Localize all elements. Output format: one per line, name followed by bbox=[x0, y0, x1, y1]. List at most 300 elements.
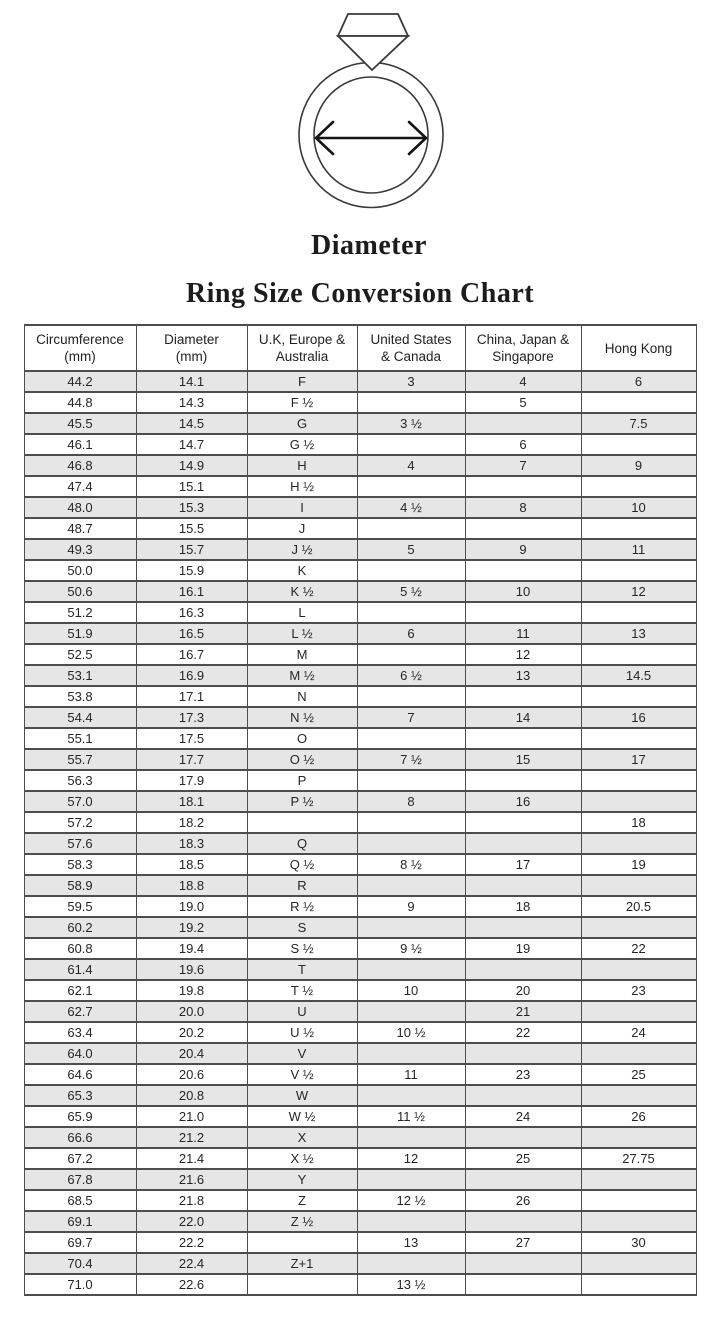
table-cell: Y bbox=[247, 1169, 357, 1190]
table-cell bbox=[581, 602, 696, 623]
table-cell bbox=[465, 413, 581, 434]
col-header-hong-kong bbox=[581, 325, 696, 371]
table-cell: 64.6 bbox=[24, 1064, 136, 1085]
table-cell bbox=[581, 770, 696, 791]
table-row bbox=[24, 770, 696, 791]
table-cell: 65.3 bbox=[24, 1085, 136, 1106]
table-row bbox=[24, 854, 696, 875]
table-row bbox=[24, 980, 696, 1001]
table-cell: 14.1 bbox=[136, 371, 247, 392]
table-cell: 19 bbox=[465, 938, 581, 959]
table-cell: 15.7 bbox=[136, 539, 247, 560]
col-header-china-japan-singapore bbox=[465, 325, 581, 371]
table-cell: 14.5 bbox=[136, 413, 247, 434]
table-cell bbox=[581, 392, 696, 413]
table-cell: 14 bbox=[465, 707, 581, 728]
table-row bbox=[24, 1148, 696, 1169]
table-cell: 14.7 bbox=[136, 434, 247, 455]
table-cell: 17.7 bbox=[136, 749, 247, 770]
table-row bbox=[24, 728, 696, 749]
table-cell bbox=[581, 476, 696, 497]
table-row bbox=[24, 1085, 696, 1106]
table-cell: 4 bbox=[465, 371, 581, 392]
table-cell: R ½ bbox=[247, 896, 357, 917]
table-cell: 16.9 bbox=[136, 665, 247, 686]
table-cell: W bbox=[247, 1085, 357, 1106]
table-cell: 16.7 bbox=[136, 644, 247, 665]
table-cell: 8 bbox=[465, 497, 581, 518]
table-cell: 20 bbox=[465, 980, 581, 1001]
table-cell bbox=[581, 434, 696, 455]
table-cell bbox=[581, 1169, 696, 1190]
table-row bbox=[24, 497, 696, 518]
table-cell bbox=[465, 1211, 581, 1232]
table-cell bbox=[465, 1274, 581, 1295]
table-cell bbox=[581, 728, 696, 749]
table-row bbox=[24, 623, 696, 644]
table-row bbox=[24, 959, 696, 980]
col-header-uk-europe-australia bbox=[247, 325, 357, 371]
table-cell: 27 bbox=[465, 1232, 581, 1253]
table-cell bbox=[465, 1169, 581, 1190]
table-row bbox=[24, 644, 696, 665]
table-cell: 63.4 bbox=[24, 1022, 136, 1043]
table-row bbox=[24, 1022, 696, 1043]
table-cell: 15 bbox=[465, 749, 581, 770]
table-cell: 12 ½ bbox=[357, 1190, 465, 1211]
table-cell: F ½ bbox=[247, 392, 357, 413]
table-cell: 23 bbox=[465, 1064, 581, 1085]
table-cell: 16.5 bbox=[136, 623, 247, 644]
table-cell: 9 ½ bbox=[357, 938, 465, 959]
ring-size-chart-page bbox=[0, 8, 720, 1337]
table-cell bbox=[581, 1085, 696, 1106]
diamond-icon bbox=[338, 14, 408, 70]
table-cell: T bbox=[247, 959, 357, 980]
table-cell: 25 bbox=[581, 1064, 696, 1085]
table-cell bbox=[465, 959, 581, 980]
table-cell: 22 bbox=[465, 1022, 581, 1043]
table-row bbox=[24, 1127, 696, 1148]
table-cell bbox=[357, 560, 465, 581]
table-cell: 67.8 bbox=[24, 1169, 136, 1190]
table-cell bbox=[357, 644, 465, 665]
header-line: United States bbox=[370, 332, 452, 347]
table-row bbox=[24, 1211, 696, 1232]
table-cell: 58.9 bbox=[24, 875, 136, 896]
table-cell bbox=[581, 686, 696, 707]
table-cell bbox=[247, 1232, 357, 1253]
table-cell: V ½ bbox=[247, 1064, 357, 1085]
table-cell: Z bbox=[247, 1190, 357, 1211]
diameter-label: Diameter bbox=[311, 230, 427, 261]
table-cell: 17 bbox=[581, 749, 696, 770]
table-cell: 17.3 bbox=[136, 707, 247, 728]
table-cell: 57.0 bbox=[24, 791, 136, 812]
table-cell bbox=[465, 686, 581, 707]
table-cell: 22.2 bbox=[136, 1232, 247, 1253]
table-row bbox=[24, 665, 696, 686]
table-cell: 60.2 bbox=[24, 917, 136, 938]
ring-with-diamond-icon bbox=[291, 8, 451, 210]
table-cell: 21.2 bbox=[136, 1127, 247, 1148]
table-cell: 18.1 bbox=[136, 791, 247, 812]
table-cell: 14.9 bbox=[136, 455, 247, 476]
table-cell: 18 bbox=[465, 896, 581, 917]
table-cell: I bbox=[247, 497, 357, 518]
table-cell bbox=[581, 1190, 696, 1211]
table-cell: 5 ½ bbox=[357, 581, 465, 602]
table-cell: 24 bbox=[465, 1106, 581, 1127]
table-cell: Z ½ bbox=[247, 1211, 357, 1232]
table-row bbox=[24, 392, 696, 413]
table-cell: 44.8 bbox=[24, 392, 136, 413]
table-cell: K bbox=[247, 560, 357, 581]
table-cell bbox=[581, 1127, 696, 1148]
table-cell: 20.2 bbox=[136, 1022, 247, 1043]
table-cell bbox=[465, 875, 581, 896]
table-cell bbox=[357, 1169, 465, 1190]
header-line: & Canada bbox=[380, 349, 442, 364]
table-cell: J bbox=[247, 518, 357, 539]
table-cell: O bbox=[247, 728, 357, 749]
table-body bbox=[24, 371, 696, 1295]
table-row bbox=[24, 896, 696, 917]
page-title: Ring Size Conversion Chart bbox=[185, 278, 535, 309]
table-cell: 20.5 bbox=[581, 896, 696, 917]
table-cell bbox=[357, 392, 465, 413]
table-cell: 55.1 bbox=[24, 728, 136, 749]
table-cell bbox=[357, 1253, 465, 1274]
col-header-circumference bbox=[24, 325, 136, 371]
table-cell: 46.1 bbox=[24, 434, 136, 455]
table-cell: 26 bbox=[581, 1106, 696, 1127]
table-row bbox=[24, 581, 696, 602]
table-cell: 24 bbox=[581, 1022, 696, 1043]
table-cell: 48.7 bbox=[24, 518, 136, 539]
table-cell: 56.3 bbox=[24, 770, 136, 791]
table-cell: 15.3 bbox=[136, 497, 247, 518]
table-cell: 13 bbox=[357, 1232, 465, 1253]
table-cell: 11 ½ bbox=[357, 1106, 465, 1127]
table-cell bbox=[357, 959, 465, 980]
table-row bbox=[24, 812, 696, 833]
table-cell: W ½ bbox=[247, 1106, 357, 1127]
table-cell: 14.5 bbox=[581, 665, 696, 686]
table-cell bbox=[581, 1274, 696, 1295]
table-cell: 17.5 bbox=[136, 728, 247, 749]
table-cell: N bbox=[247, 686, 357, 707]
table-cell: 19.4 bbox=[136, 938, 247, 959]
table-row bbox=[24, 1190, 696, 1211]
table-cell: 20.0 bbox=[136, 1001, 247, 1022]
table-cell: 21.8 bbox=[136, 1190, 247, 1211]
table-cell: 69.1 bbox=[24, 1211, 136, 1232]
table-cell: 6 ½ bbox=[357, 665, 465, 686]
table-cell: R bbox=[247, 875, 357, 896]
table-cell: 3 ½ bbox=[357, 413, 465, 434]
table-cell: 13 ½ bbox=[357, 1274, 465, 1295]
table-cell bbox=[581, 644, 696, 665]
col-header-diameter bbox=[136, 325, 247, 371]
header-line: Diameter bbox=[164, 332, 219, 347]
table-cell: X ½ bbox=[247, 1148, 357, 1169]
table-row bbox=[24, 1043, 696, 1064]
table-cell: 13 bbox=[581, 623, 696, 644]
table-cell bbox=[465, 770, 581, 791]
table-cell: 71.0 bbox=[24, 1274, 136, 1295]
header-line: U.K, Europe & bbox=[258, 332, 346, 347]
table-cell: 5 bbox=[357, 539, 465, 560]
table-cell bbox=[581, 791, 696, 812]
table-row bbox=[24, 707, 696, 728]
table-cell: 18.8 bbox=[136, 875, 247, 896]
table-cell: P bbox=[247, 770, 357, 791]
table-cell: 21.6 bbox=[136, 1169, 247, 1190]
table-cell: 21.0 bbox=[136, 1106, 247, 1127]
table-cell bbox=[357, 1001, 465, 1022]
table-cell: H bbox=[247, 455, 357, 476]
table-cell: 66.6 bbox=[24, 1127, 136, 1148]
header-line: (mm) bbox=[64, 349, 96, 364]
table-cell: 9 bbox=[357, 896, 465, 917]
table-cell: 18.5 bbox=[136, 854, 247, 875]
table-header bbox=[24, 325, 696, 371]
table-cell bbox=[247, 1274, 357, 1295]
table-cell bbox=[465, 728, 581, 749]
table-cell: 3 bbox=[357, 371, 465, 392]
table-cell bbox=[357, 875, 465, 896]
table-cell: 20.8 bbox=[136, 1085, 247, 1106]
table-cell: M bbox=[247, 644, 357, 665]
table-cell: 16 bbox=[465, 791, 581, 812]
table-cell: Z+1 bbox=[247, 1253, 357, 1274]
table-row bbox=[24, 371, 696, 392]
table-cell: 8 ½ bbox=[357, 854, 465, 875]
table-cell bbox=[357, 1211, 465, 1232]
table-cell: L bbox=[247, 602, 357, 623]
table-cell: 9 bbox=[465, 539, 581, 560]
table-row bbox=[24, 1169, 696, 1190]
table-cell: 46.8 bbox=[24, 455, 136, 476]
table-cell: 12 bbox=[465, 644, 581, 665]
table-row bbox=[24, 833, 696, 854]
table-cell: 5 bbox=[465, 392, 581, 413]
table-cell bbox=[357, 833, 465, 854]
table-cell: 10 bbox=[357, 980, 465, 1001]
table-cell: 16.1 bbox=[136, 581, 247, 602]
table-cell: 19.0 bbox=[136, 896, 247, 917]
table-row bbox=[24, 539, 696, 560]
table-cell bbox=[581, 1211, 696, 1232]
table-cell: 22.0 bbox=[136, 1211, 247, 1232]
table-cell: 25 bbox=[465, 1148, 581, 1169]
table-row bbox=[24, 455, 696, 476]
table-cell: 50.0 bbox=[24, 560, 136, 581]
header-line: Australia bbox=[275, 349, 329, 364]
table-cell: 20.4 bbox=[136, 1043, 247, 1064]
table-cell bbox=[581, 1043, 696, 1064]
table-cell bbox=[581, 518, 696, 539]
table-cell bbox=[581, 560, 696, 581]
table-cell: 22.6 bbox=[136, 1274, 247, 1295]
table-cell: U ½ bbox=[247, 1022, 357, 1043]
table-cell: 44.2 bbox=[24, 371, 136, 392]
table-cell: 48.0 bbox=[24, 497, 136, 518]
table-cell: 65.9 bbox=[24, 1106, 136, 1127]
table-cell: S bbox=[247, 917, 357, 938]
table-cell: 26 bbox=[465, 1190, 581, 1211]
table-cell bbox=[357, 728, 465, 749]
table-cell: 6 bbox=[465, 434, 581, 455]
table-cell: Q ½ bbox=[247, 854, 357, 875]
table-cell: S ½ bbox=[247, 938, 357, 959]
table-cell bbox=[357, 812, 465, 833]
table-cell: K ½ bbox=[247, 581, 357, 602]
table-cell: 10 bbox=[581, 497, 696, 518]
table-cell bbox=[357, 1127, 465, 1148]
table-cell: 4 ½ bbox=[357, 497, 465, 518]
table-cell: 21 bbox=[465, 1001, 581, 1022]
table-cell bbox=[581, 917, 696, 938]
table-cell bbox=[465, 1127, 581, 1148]
table-row bbox=[24, 1106, 696, 1127]
table-cell: 6 bbox=[357, 623, 465, 644]
table-cell: 17.1 bbox=[136, 686, 247, 707]
table-cell: U bbox=[247, 1001, 357, 1022]
table-cell bbox=[357, 602, 465, 623]
table-cell: 27.75 bbox=[581, 1148, 696, 1169]
header-row bbox=[24, 325, 696, 371]
table-cell: 20.6 bbox=[136, 1064, 247, 1085]
table-row bbox=[24, 686, 696, 707]
table-cell bbox=[465, 476, 581, 497]
table-cell bbox=[581, 959, 696, 980]
table-cell: J ½ bbox=[247, 539, 357, 560]
table-row bbox=[24, 1064, 696, 1085]
table-cell: 19.8 bbox=[136, 980, 247, 1001]
table-row bbox=[24, 1253, 696, 1274]
table-row bbox=[24, 1001, 696, 1022]
table-cell: 50.6 bbox=[24, 581, 136, 602]
table-cell: 64.0 bbox=[24, 1043, 136, 1064]
table-cell: 7.5 bbox=[581, 413, 696, 434]
table-cell: X bbox=[247, 1127, 357, 1148]
table-cell: 19.6 bbox=[136, 959, 247, 980]
table-cell: 7 bbox=[465, 455, 581, 476]
table-row bbox=[24, 1274, 696, 1295]
table-cell: 11 bbox=[465, 623, 581, 644]
table-cell bbox=[465, 518, 581, 539]
table-cell bbox=[357, 770, 465, 791]
table-cell: 58.3 bbox=[24, 854, 136, 875]
table-cell: 49.3 bbox=[24, 539, 136, 560]
table-cell: 47.4 bbox=[24, 476, 136, 497]
table-row bbox=[24, 938, 696, 959]
header-line: (mm) bbox=[175, 349, 208, 364]
table-cell: 10 bbox=[465, 581, 581, 602]
table-row bbox=[24, 413, 696, 434]
diameter-arrow-icon bbox=[316, 122, 426, 154]
table-cell: O ½ bbox=[247, 749, 357, 770]
table-cell: 53.8 bbox=[24, 686, 136, 707]
table-row bbox=[24, 791, 696, 812]
table-cell: 10 ½ bbox=[357, 1022, 465, 1043]
table-cell bbox=[581, 875, 696, 896]
table-cell bbox=[357, 917, 465, 938]
table-cell: 14.3 bbox=[136, 392, 247, 413]
table-cell bbox=[357, 434, 465, 455]
table-cell: 19.2 bbox=[136, 917, 247, 938]
table-cell bbox=[465, 1253, 581, 1274]
table-cell: 11 bbox=[357, 1064, 465, 1085]
table-cell bbox=[357, 476, 465, 497]
ring-size-conversion-table bbox=[24, 324, 697, 1296]
table-cell: 51.2 bbox=[24, 602, 136, 623]
table-cell: 11 bbox=[581, 539, 696, 560]
table-row bbox=[24, 917, 696, 938]
table-cell: G bbox=[247, 413, 357, 434]
header-line: Hong Kong bbox=[604, 340, 673, 356]
table-cell bbox=[465, 833, 581, 854]
table-cell: 9 bbox=[581, 455, 696, 476]
table-cell bbox=[357, 518, 465, 539]
table-cell bbox=[581, 833, 696, 854]
table-cell: 22 bbox=[581, 938, 696, 959]
table-cell: F bbox=[247, 371, 357, 392]
table-cell: 22.4 bbox=[136, 1253, 247, 1274]
table-cell: 67.2 bbox=[24, 1148, 136, 1169]
table-cell: 55.7 bbox=[24, 749, 136, 770]
table-cell: 18.3 bbox=[136, 833, 247, 854]
table-cell: 8 bbox=[357, 791, 465, 812]
table-row bbox=[24, 602, 696, 623]
table-cell: 4 bbox=[357, 455, 465, 476]
table-cell: N ½ bbox=[247, 707, 357, 728]
table-cell: V bbox=[247, 1043, 357, 1064]
table-cell: 17 bbox=[465, 854, 581, 875]
table-cell: 16.3 bbox=[136, 602, 247, 623]
table-cell: 17.9 bbox=[136, 770, 247, 791]
table-cell: 51.9 bbox=[24, 623, 136, 644]
table-cell: 21.4 bbox=[136, 1148, 247, 1169]
table-cell: 62.7 bbox=[24, 1001, 136, 1022]
table-cell: G ½ bbox=[247, 434, 357, 455]
table-row bbox=[24, 434, 696, 455]
table-cell: 19 bbox=[581, 854, 696, 875]
table-cell: P ½ bbox=[247, 791, 357, 812]
table-cell: 59.5 bbox=[24, 896, 136, 917]
table-cell: 7 ½ bbox=[357, 749, 465, 770]
table-cell: 54.4 bbox=[24, 707, 136, 728]
table-cell: 16 bbox=[581, 707, 696, 728]
table-cell: 18.2 bbox=[136, 812, 247, 833]
table-cell bbox=[465, 1043, 581, 1064]
table-row bbox=[24, 875, 696, 896]
table-cell: 12 bbox=[581, 581, 696, 602]
table-cell: M ½ bbox=[247, 665, 357, 686]
table-cell: 30 bbox=[581, 1232, 696, 1253]
table-cell: 13 bbox=[465, 665, 581, 686]
table-row bbox=[24, 1232, 696, 1253]
table-row bbox=[24, 560, 696, 581]
table-cell bbox=[581, 1001, 696, 1022]
table-cell: 57.2 bbox=[24, 812, 136, 833]
table-cell bbox=[465, 917, 581, 938]
table-cell: 52.5 bbox=[24, 644, 136, 665]
table-cell: 45.5 bbox=[24, 413, 136, 434]
header-line: Singapore bbox=[492, 349, 554, 364]
